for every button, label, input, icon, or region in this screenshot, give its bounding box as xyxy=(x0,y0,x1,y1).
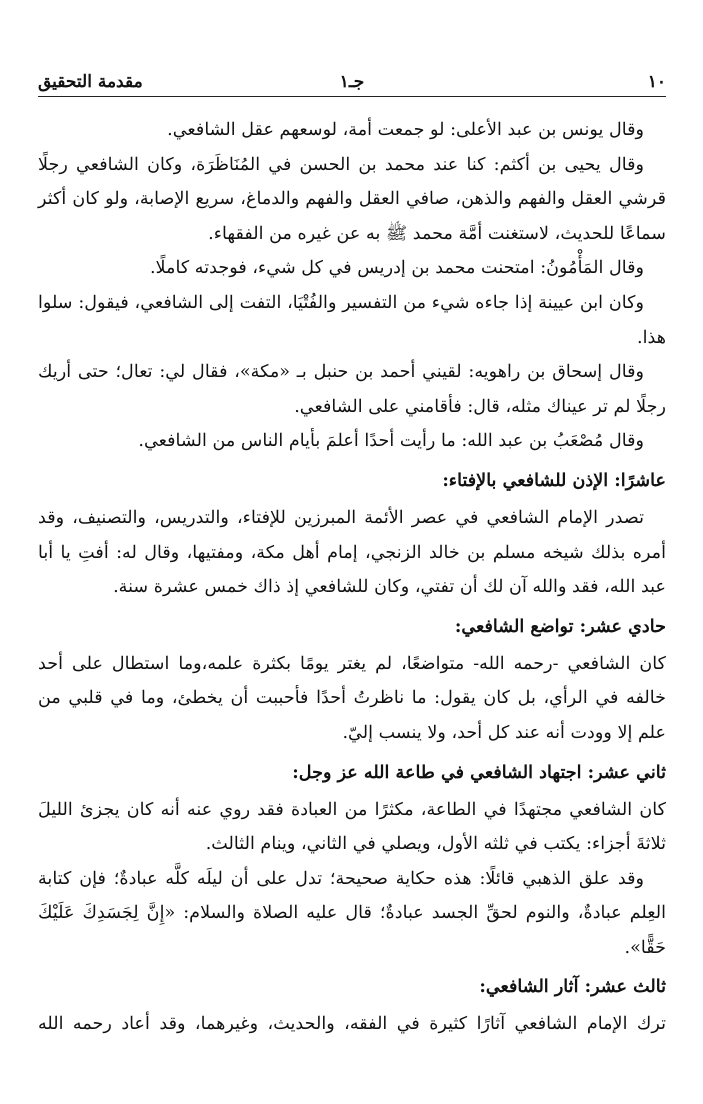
page-body xyxy=(38,113,666,1042)
paragraph: وقال المَأْمُونُ: امتحنت محمد بن إدريس في كل شيء، فوجدته كاملًا. xyxy=(149,258,644,279)
paragraph: وقال إسحاق بن راهويه: لقيني أحمد بن حنبل بـ «مكة»، فقال لي: تعال؛ حتى أريك رجلًا لم تر عيناك مثله، قال: فأقامني على الشافعي. xyxy=(38,362,666,417)
paragraph: تصدر الإمام الشافعي في عصر الأئمة المبرزين للإفتاء، والتدريس، والتصنيف، وقد أمره بذلك شيخه مسلم بن خالد الزنجي، إمام أهل مكة، ومفتيها، وقال له: أفتِ يا أبا عبد الله، فقد والله آن لك أن تفتي، وكان للشافعي إذ ذاك خمس عشرة سنة. xyxy=(38,507,666,598)
paragraph: كان الشافعي -رحمه الله- متواضعًا، لم يغتر يومًا بكثرة علمه،وما استطال على أحد خالفه في الرأي، بل كان يقول: ما ناظرتُ أحدًا فأحببت أن يخطئ، وما في قلبي من علم إلا وودت أنه عند كل أحد، ولا ينسب إليّ. xyxy=(38,653,666,743)
section-heading: ثالث عشر: آثار الشافعي: xyxy=(479,976,666,998)
book-page xyxy=(38,70,666,1042)
paragraph: وقال يحيى بن أكثم: كنا عند محمد بن الحسن في المُنَاظَرَة، وكان الشافعي رجلًا قرشي العقل والفهم والذهن، صافي العقل والفهم والدماغ، سريع الإصابة، ولو كان أكثر سماعًا للحديث، لاستغنت أمَّة محمد ﷺ به عن غيره من الفقهاء. xyxy=(38,154,666,244)
paragraph: ترك الإمام الشافعي آثارًا كثيرة في الفقه، والحديث، وغيرهما، وقد أعاد رحمه الله xyxy=(38,1014,666,1035)
section-heading: حادي عشر: تواضع الشافعي: xyxy=(454,615,666,637)
paragraph: كان الشافعي مجتهدًا في الطاعة، مكثرًا من العبادة فقد روي عنه أنه كان يجزئ الليلَ ثلاثةَ أجزاء: يكتب في ثلثه الأول، ويصلي في الثاني، وينام الثالث. xyxy=(38,799,666,855)
running-title: مقدمة التحقيق xyxy=(38,72,143,92)
paragraph: وقال يونس بن عبد الأعلى: لو جمعت أمة، لوسعهم عقل الشافعي. xyxy=(167,120,644,140)
section-heading: عاشرًا: الإذن للشافعي بالإفتاء: xyxy=(442,469,666,491)
paragraph: وكان ابن عيينة إذا جاءه شيء من التفسير والفُتْيَا، التفت إلى الشافعي، فيقول: سلوا هذا. xyxy=(38,292,666,348)
paragraph: وقد علق الذهبي قائلًا: هذه حكاية صحيحة؛ تدل على أن ليلَه كلَّه عبادةٌ؛ فإن كتابة العِلم عبادةٌ، والنوم لحقِّ الجسد عبادةٌ؛ قال عليه الصلاة والسلام: «إِنَّ لِجَسَدِكَ عَلَيْكَ حَقًّا». xyxy=(38,868,666,958)
running-header xyxy=(38,70,666,97)
paragraph: وقال مُصْعَبُ بن عبد الله: ما رأيت أحدًا أعلمَ بأيام الناس من الشافعي. xyxy=(138,431,644,452)
page-number: ١٠ xyxy=(647,72,666,92)
volume-label: جـ١ xyxy=(339,72,365,92)
section-heading: ثاني عشر: اجتهاد الشافعي في طاعة الله عز وجل: xyxy=(292,761,666,783)
